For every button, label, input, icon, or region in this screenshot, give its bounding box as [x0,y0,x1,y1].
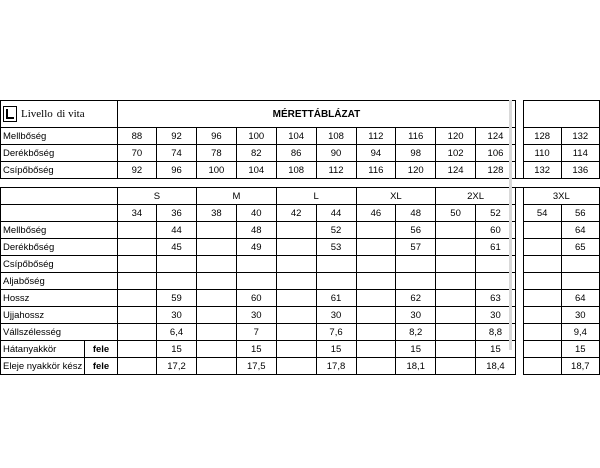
value-cell [117,307,156,324]
spacer-cell [356,179,396,188]
value-cell: 90 [316,145,356,162]
row-label: Vállszélesség [1,324,118,341]
value-cell: 52 [316,222,356,239]
value-cell: 61 [475,239,515,256]
value-cell [197,324,237,341]
row-label: Ujjahossz [1,307,118,324]
gap-cell [515,358,523,375]
value-cell [436,222,476,239]
value-cell: 15 [236,341,276,358]
value-cell: 15 [157,341,197,358]
spacer-cell [515,179,523,188]
chart-title: MÉRETTÁBLÁZAT [117,101,515,128]
value-cell: 64 [561,222,599,239]
gap-cell [515,188,523,205]
value-cell: 15 [396,341,436,358]
value-cell [436,307,476,324]
gap-cell [515,101,523,128]
value-cell: 62 [396,290,436,307]
value-cell [117,222,156,239]
gap-cell [515,162,523,179]
value-cell [236,273,276,290]
size-number: 44 [316,205,356,222]
value-cell: 53 [316,239,356,256]
value-cell [276,273,316,290]
value-cell: 18,1 [396,358,436,375]
value-cell: 30 [236,307,276,324]
value-cell [436,239,476,256]
header-empty [523,101,599,128]
value-cell [276,307,316,324]
gap-cell [515,239,523,256]
value-cell: 8,8 [475,324,515,341]
value-cell: 17,8 [316,358,356,375]
sizes-empty [1,205,118,222]
gap-cell [515,256,523,273]
value-cell [276,324,316,341]
value-cell [523,256,561,273]
value-cell: 106 [475,145,515,162]
value-cell: 108 [316,128,356,145]
value-cell: 17,2 [157,358,197,375]
size-number: 52 [475,205,515,222]
value-cell: 112 [316,162,356,179]
spacer-cell [316,179,356,188]
value-cell [356,307,396,324]
garment-row [1,358,600,375]
value-cell: 116 [396,128,436,145]
value-cell [197,341,237,358]
row-label: Csípőbőség [1,162,118,179]
value-cell: 7 [236,324,276,341]
group-empty [1,188,118,205]
size-number: 40 [236,205,276,222]
value-cell [117,273,156,290]
value-cell [523,290,561,307]
value-cell: 65 [561,239,599,256]
value-cell [276,290,316,307]
value-cell: 82 [236,145,276,162]
value-cell: 30 [396,307,436,324]
spacer-cell [236,179,276,188]
value-cell [197,290,237,307]
value-cell: 88 [117,128,156,145]
column-divider [509,100,512,350]
spacer-cell [561,179,599,188]
value-cell [316,273,356,290]
gap-cell [515,273,523,290]
value-cell: 60 [236,290,276,307]
value-cell: 18,7 [561,358,599,375]
value-cell: 45 [157,239,197,256]
row-note: fele [85,358,118,375]
value-cell [436,273,476,290]
value-cell: 59 [157,290,197,307]
value-cell [117,358,156,375]
value-cell: 132 [523,162,561,179]
value-cell [356,290,396,307]
value-cell [276,239,316,256]
value-cell: 48 [236,222,276,239]
value-cell: 120 [436,128,476,145]
value-cell [157,256,197,273]
value-cell [436,324,476,341]
value-cell [117,239,156,256]
value-cell [523,307,561,324]
logo-brand: Livello [21,107,53,120]
spacer-cell [157,179,197,188]
row-label: Mellbőség [1,222,118,239]
value-cell: 74 [157,145,197,162]
gap-cell [515,205,523,222]
value-cell: 128 [475,162,515,179]
value-cell: 112 [356,128,396,145]
spacer-cell [117,179,156,188]
value-cell [356,273,396,290]
gap-cell [515,307,523,324]
value-cell [356,341,396,358]
value-cell: 120 [396,162,436,179]
value-cell: 132 [561,128,599,145]
value-cell [523,324,561,341]
value-cell: 44 [157,222,197,239]
value-cell: 63 [475,290,515,307]
value-cell [276,222,316,239]
value-cell [197,307,237,324]
value-cell [197,358,237,375]
value-cell: 102 [436,145,476,162]
size-group-label: M [197,188,277,205]
value-cell [316,256,356,273]
size-number: 54 [523,205,561,222]
value-cell [436,290,476,307]
value-cell [436,256,476,273]
size-group-label: S [117,188,196,205]
value-cell [117,256,156,273]
value-cell [523,358,561,375]
gap-cell [515,290,523,307]
value-cell: 30 [561,307,599,324]
value-cell: 60 [475,222,515,239]
value-cell: 57 [396,239,436,256]
value-cell: 136 [561,162,599,179]
size-group-label: 3XL [523,188,599,205]
value-cell [561,256,599,273]
spacer-cell [276,179,316,188]
gap-cell [515,222,523,239]
value-cell: 30 [475,307,515,324]
row-label: Hátanyakkör [1,341,85,358]
value-cell: 15 [561,341,599,358]
row-label: Csípőbőség [1,256,118,273]
value-cell: 100 [236,128,276,145]
value-cell: 8,2 [396,324,436,341]
value-cell: 18,4 [475,358,515,375]
value-cell: 96 [197,128,237,145]
logo-suffix: di vita [56,107,85,120]
value-cell: 100 [197,162,237,179]
gap-cell [515,341,523,358]
value-cell [236,256,276,273]
value-cell: 96 [157,162,197,179]
value-cell: 56 [396,222,436,239]
value-cell [276,341,316,358]
value-cell: 92 [117,162,156,179]
value-cell: 61 [316,290,356,307]
value-cell [117,324,156,341]
value-cell [356,256,396,273]
value-cell [396,256,436,273]
value-cell [197,239,237,256]
row-note: fele [85,341,118,358]
value-cell [523,222,561,239]
value-cell [197,256,237,273]
value-cell: 7,6 [316,324,356,341]
value-cell [157,273,197,290]
value-cell: 104 [276,128,316,145]
value-cell [197,222,237,239]
spacer-cell [197,179,237,188]
value-cell: 30 [316,307,356,324]
value-cell [356,358,396,375]
row-label: Aljabőség [1,273,118,290]
value-cell: 64 [561,290,599,307]
spacer-cell [523,179,561,188]
value-cell [117,341,156,358]
logo-cell [1,101,118,128]
spacer-cell [1,179,85,188]
value-cell [523,273,561,290]
value-cell [436,358,476,375]
spacer-cell [85,179,118,188]
value-cell [276,256,316,273]
row-label: Derékbőség [1,239,118,256]
row-label: Derékbőség [1,145,118,162]
size-group-label: XL [356,188,436,205]
size-number: 38 [197,205,237,222]
row-label: Eleje nyakkör kész [1,358,85,375]
brand-logo [3,106,115,122]
size-number: 36 [157,205,197,222]
size-number: 48 [396,205,436,222]
logo-mark-icon [3,106,17,122]
value-cell [117,290,156,307]
value-cell [436,341,476,358]
value-cell [561,273,599,290]
value-cell [523,341,561,358]
value-cell: 110 [523,145,561,162]
value-cell [276,358,316,375]
value-cell: 86 [276,145,316,162]
value-cell: 15 [316,341,356,358]
value-cell: 124 [436,162,476,179]
value-cell: 49 [236,239,276,256]
row-label: Hossz [1,290,118,307]
value-cell [523,239,561,256]
value-cell [356,239,396,256]
size-group-label: 2XL [436,188,516,205]
value-cell: 104 [236,162,276,179]
size-number: 34 [117,205,156,222]
value-cell: 92 [157,128,197,145]
gap-cell [515,145,523,162]
spacer-cell [436,179,476,188]
value-cell [356,222,396,239]
value-cell: 17,5 [236,358,276,375]
value-cell [197,273,237,290]
size-number: 56 [561,205,599,222]
value-cell: 116 [356,162,396,179]
value-cell: 114 [561,145,599,162]
value-cell: 124 [475,128,515,145]
value-cell [356,324,396,341]
value-cell: 78 [197,145,237,162]
gap-cell [515,324,523,341]
value-cell: 108 [276,162,316,179]
size-number: 50 [436,205,476,222]
row-label: Mellbőség [1,128,118,145]
value-cell: 94 [356,145,396,162]
value-cell: 98 [396,145,436,162]
value-cell: 128 [523,128,561,145]
value-cell: 30 [157,307,197,324]
spacer-cell [396,179,436,188]
value-cell [396,273,436,290]
value-cell: 6,4 [157,324,197,341]
value-cell: 9,4 [561,324,599,341]
value-cell: 70 [117,145,156,162]
size-number: 46 [356,205,396,222]
size-number: 42 [276,205,316,222]
gap-cell [515,128,523,145]
value-cell: 15 [475,341,515,358]
size-group-label: L [276,188,356,205]
